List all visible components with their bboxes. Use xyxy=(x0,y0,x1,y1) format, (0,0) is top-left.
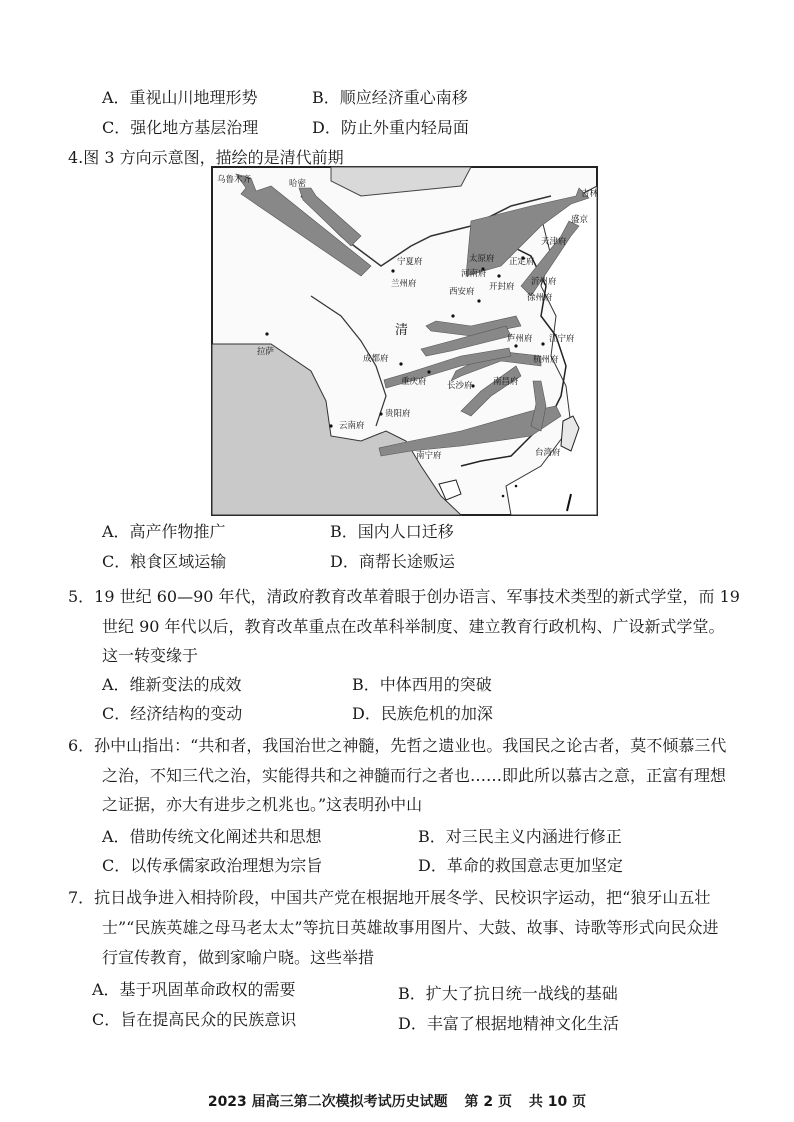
q5-line-1: 5．19 世纪 60—90 年代，清政府教育改革着眼于创办语言、军事技术类型的新式学堂，而 19 xyxy=(68,587,740,606)
map-label-nanning: 南宁府 xyxy=(416,451,442,461)
map-label-chengdu: 成都府 xyxy=(363,354,389,364)
q7-option-d: D．丰富了根据地精神文化生活 xyxy=(398,1014,619,1033)
map-label-hami: 哈密 xyxy=(289,179,307,189)
q3-option-c: C．强化地方基层治理 xyxy=(102,118,259,137)
map-label-tianjin: 天津府 xyxy=(541,237,567,247)
map-label-lasa: 拉萨 xyxy=(257,347,275,357)
q4-option-a: A．高产作物推广 xyxy=(102,522,226,541)
qing-migration-map xyxy=(211,166,598,516)
q4-option-d: D．商帮长途贩运 xyxy=(330,552,455,571)
q6-line-3: 之证据，亦大有进步之机兆也。”这表明孙中山 xyxy=(102,795,423,814)
q6-line-2: 之治，不知三代之治，实能得共和之神髓而行之者也……即此所以慕古之意，正富有理想 xyxy=(102,766,727,785)
map-label-xuzhou: 徐州府 xyxy=(527,293,553,303)
map-label-guiyang: 贵阳府 xyxy=(385,409,411,419)
map-label-jilin: 吉林 xyxy=(581,189,598,199)
q5-line-2: 世纪 90 年代以后，教育改革重点在改革科举制度、建立教育行政机构、广设新式学堂。 xyxy=(102,617,725,636)
q3-option-d: D．防止外重内轻局面 xyxy=(312,118,469,137)
footer-title: 2023 届高三第二次模拟考试历史试题 xyxy=(207,1094,448,1110)
map-label-zhengding: 正定府 xyxy=(509,257,535,267)
q7-line-3: 行宣传教育，做到家喻户晓。这些举措 xyxy=(102,948,375,967)
q5-option-b: B．中体西用的突破 xyxy=(352,675,492,694)
q7-option-a: A．基于巩固革命政权的需要 xyxy=(92,980,296,999)
q3-option-a: A．重视山川地理形势 xyxy=(102,88,258,107)
map-label-jiangning: 江宁府 xyxy=(549,334,575,344)
map-label-lanzhou: 兰州府 xyxy=(391,279,417,289)
q3-option-b: B．顺应经济重心南移 xyxy=(312,88,468,107)
q5-option-c: C．经济结构的变动 xyxy=(102,704,243,723)
q7-option-c: C．旨在提高民众的民族意识 xyxy=(92,1010,297,1029)
map-label-xian: 西安府 xyxy=(449,287,475,297)
q6-option-a: A．借助传统文化阐述共和思想 xyxy=(102,827,322,846)
map-label-taiwan: 台湾府 xyxy=(535,448,561,458)
q6-option-d: D．革命的救国意志更加坚定 xyxy=(418,856,623,875)
map-label-shengjing: 盛京 xyxy=(571,215,589,225)
q4-option-c: C．粮食区域运输 xyxy=(102,552,227,571)
q5-line-3: 这一转变缘于 xyxy=(102,646,199,665)
map-label-ningxia: 宁夏府 xyxy=(397,257,423,267)
map-label-qing: 清 xyxy=(395,323,409,338)
footer-total: 共 10 页 xyxy=(528,1094,587,1110)
footer-page: 第 2 页 xyxy=(464,1094,513,1110)
map-label-wulumuqi: 乌鲁木齐 xyxy=(217,175,252,185)
q6-option-c: C．以传承儒家政治理想为宗旨 xyxy=(102,856,323,875)
q7-option-b: B．扩大了抗日统一战线的基础 xyxy=(398,984,618,1003)
q5-option-a: A．维新变法的成效 xyxy=(102,675,242,694)
q5-option-d: D．民族危机的加深 xyxy=(352,704,493,723)
page-footer xyxy=(0,1091,794,1111)
map-label-chongqing: 重庆府 xyxy=(401,377,427,387)
q7-line-1: 7．抗日战争进入相持阶段，中国共产党在根据地开展冬学、民校识字运动，把“狼牙山五壮 xyxy=(68,888,711,907)
map-label-nanchang: 南昌府 xyxy=(493,377,519,387)
map-label-xinzhou: 沂州府 xyxy=(531,277,557,287)
map-label-kaifeng: 开封府 xyxy=(489,282,515,292)
q7-line-2: 士”“民族英雄之母马老太太”等抗日英雄故事用图片、大鼓、故事、诗歌等形式向民众进 xyxy=(102,918,719,937)
map-label-taiyuan: 太原府 xyxy=(469,254,495,264)
map-label-yunnan: 云南府 xyxy=(339,421,365,431)
q4-option-b: B．国内人口迁移 xyxy=(330,522,454,541)
map-label-luzhou: 庐州府 xyxy=(507,334,533,344)
map-label-changsha: 长沙府 xyxy=(447,381,473,391)
map-label-henan: 河南府 xyxy=(461,269,487,279)
q6-line-1: 6．孙中山指出：“共和者，我国治世之神髓，先哲之遗业也。我国民之论古者，莫不倾慕三代 xyxy=(68,736,727,755)
q4-stem: 4.图 3 方向示意图，描绘的是清代前期 xyxy=(68,148,344,167)
q6-option-b: B．对三民主义内涵进行修正 xyxy=(418,827,622,846)
map-label-hangzhou: 杭州府 xyxy=(533,355,559,365)
